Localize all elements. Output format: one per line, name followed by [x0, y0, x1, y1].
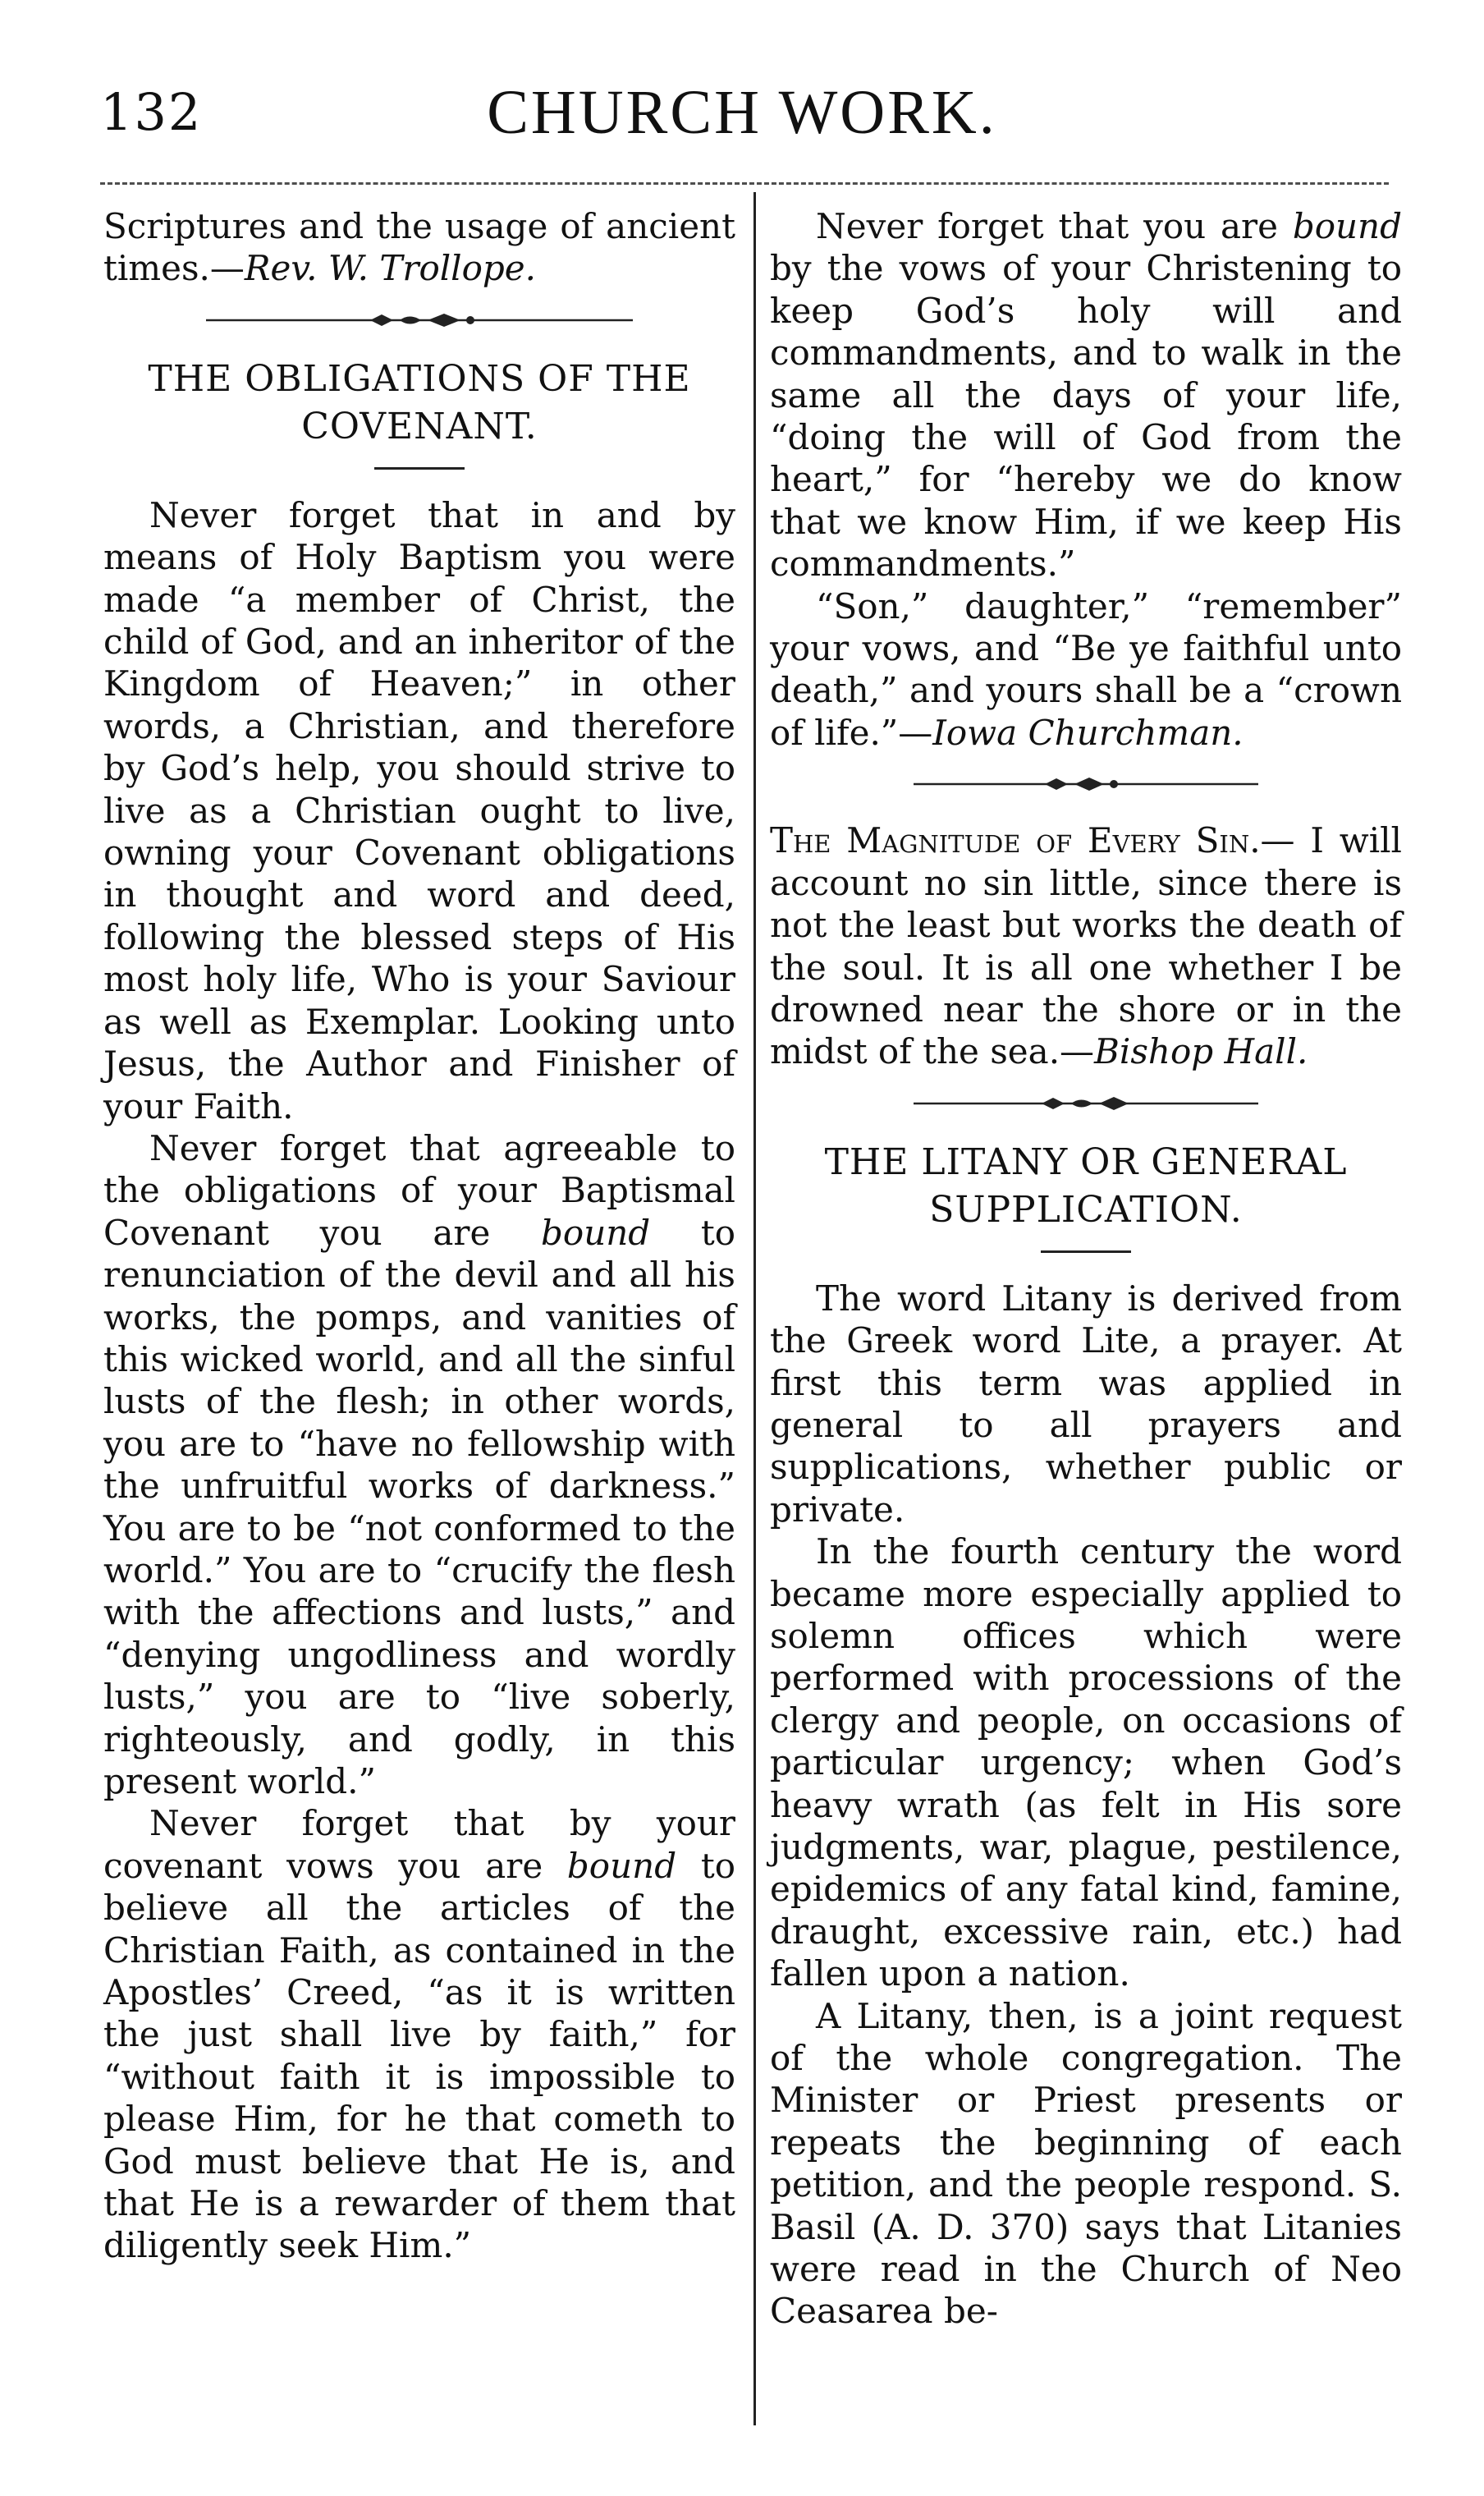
text-run: by the vows of your Christening to keep God’s holy will and commandments, and to walk in the same all the days of your life, “doing the will of God from the heart,” for “hereby we do know that we know Him, if we keep His commandments.”	[770, 248, 1402, 585]
paragraph: A Litany, then, is a joint request of the whole congregation. The Minister or Priest presents or repeats the beginning of each petition, and the people respond. S. Basil (A. D. 370) says that Litanies were read in the Church of Neo Ceasarea be-	[770, 1995, 1402, 2332]
paragraph	[770, 205, 1402, 585]
text-run: to renunciation of the devil and all his works, the pomps, and vanities of this wicked world, and all the sinful lusts of the flesh; in other words, you are to “have no fellowship with the unfruitful works of darkness.” You are to be “not conformed to the world.” You are to “crucify the flesh with the affections and lusts,” and “denying ungodliness and wordly lusts,” you are to “live soberly, righteously, and godly, in this present world.”	[103, 1212, 735, 1801]
text-run: Never forget that you are	[816, 206, 1293, 246]
emphasis: bound	[1292, 206, 1402, 246]
short-rule	[1041, 1250, 1131, 1253]
litany-title-line1: THE LITANY OR GENERAL	[824, 1140, 1348, 1183]
paragraph	[103, 1127, 735, 1803]
text-run: — I will account no sin little, since there is not the least but works the death of the soul. It is all one whether I be drowned near the shore or in the midst of the sea.—	[770, 820, 1402, 1072]
source-credit: Iowa Churchman.	[932, 712, 1244, 753]
short-rule	[374, 467, 465, 470]
article-title-line2: COVENANT.	[301, 405, 538, 447]
text-run: to believe all the articles of the Christian Faith, as contained in the Apostles’ Creed, “as it is written the just shall live by faith,” for “without faith it is impossible to please Him, for he that cometh to God must believe that He is, and that He is a rewarder of them that diligently seek Him.”	[103, 1845, 735, 2266]
ornament-icon	[914, 775, 1258, 793]
article-title-litany	[770, 1139, 1402, 1234]
text-run: “Son,” daughter,” “remember” your vows, and “Be ye faithful unto death,” and yours shall be a “crown of life.”—	[770, 585, 1402, 753]
text-run: Never forget that agreeable to the obligations of your Baptismal Covenant you are	[103, 1127, 735, 1253]
article-title-obligations	[103, 356, 735, 451]
ornament-icon	[914, 1094, 1258, 1113]
ornament-icon	[206, 311, 633, 329]
text-run: Never forget that by your covenant vows you are	[103, 1803, 735, 1886]
page-header	[0, 78, 1484, 172]
litany-title-line2: SUPPLICATION.	[929, 1188, 1243, 1231]
running-title: CHURCH WORK.	[487, 78, 997, 147]
ornament-divider	[770, 775, 1402, 793]
continuation-author: Rev. W. Trollope.	[244, 248, 536, 289]
paragraph: Never forget that in and by means of Holy Baptism you were made “a member of Christ, the child of God, and an inheritor of the Kingdom of Heaven;” in other words, a Christian, and therefore by God’s help, you should strive to live as a Christian ought to live, owning your Covenant obligations in thought and word and deed, following the blessed steps of His most holy life, Who is your Saviour as well as Exemplar. Looking unto Jesus, the Author and Finisher of your Faith.	[103, 494, 735, 1126]
source-credit: Bishop Hall.	[1094, 1031, 1308, 1072]
continuation-paragraph	[103, 205, 735, 290]
paragraph: In the fourth century the word became more especially applied to solemn offices which were performed with processions of the clergy and people, on occasions of particular urgency; when God’s heavy wrath (as felt in His sore judgments, war, plague, pestilence, epidemics of any fatal kind, famine, draught, excessive rain, etc.) had fallen upon a nation.	[770, 1531, 1402, 1994]
paragraph	[770, 585, 1402, 755]
continuation-text: Scriptures and the usage of ancient times.—	[103, 206, 735, 289]
magnitude-paragraph	[770, 819, 1402, 1072]
column-divider	[753, 192, 756, 2425]
article-title-line1: THE OBLIGATIONS OF THE	[148, 357, 691, 400]
header-rule	[100, 182, 1389, 185]
paragraph: The word Litany is derived from the Greek word Lite, a prayer. At first this term was applied in general to all prayers and supplications, whether public or private.	[770, 1278, 1402, 1530]
magnitude-title: The Magnitude of Every Sin.	[770, 820, 1261, 861]
emphasis: bound	[566, 1845, 677, 1886]
emphasis: bound	[541, 1212, 651, 1253]
left-column	[103, 205, 735, 2267]
paragraph	[103, 1802, 735, 2266]
right-column	[770, 205, 1402, 2333]
ornament-divider	[770, 1094, 1402, 1113]
page-number: 132	[100, 82, 203, 142]
ornament-divider	[103, 311, 735, 329]
